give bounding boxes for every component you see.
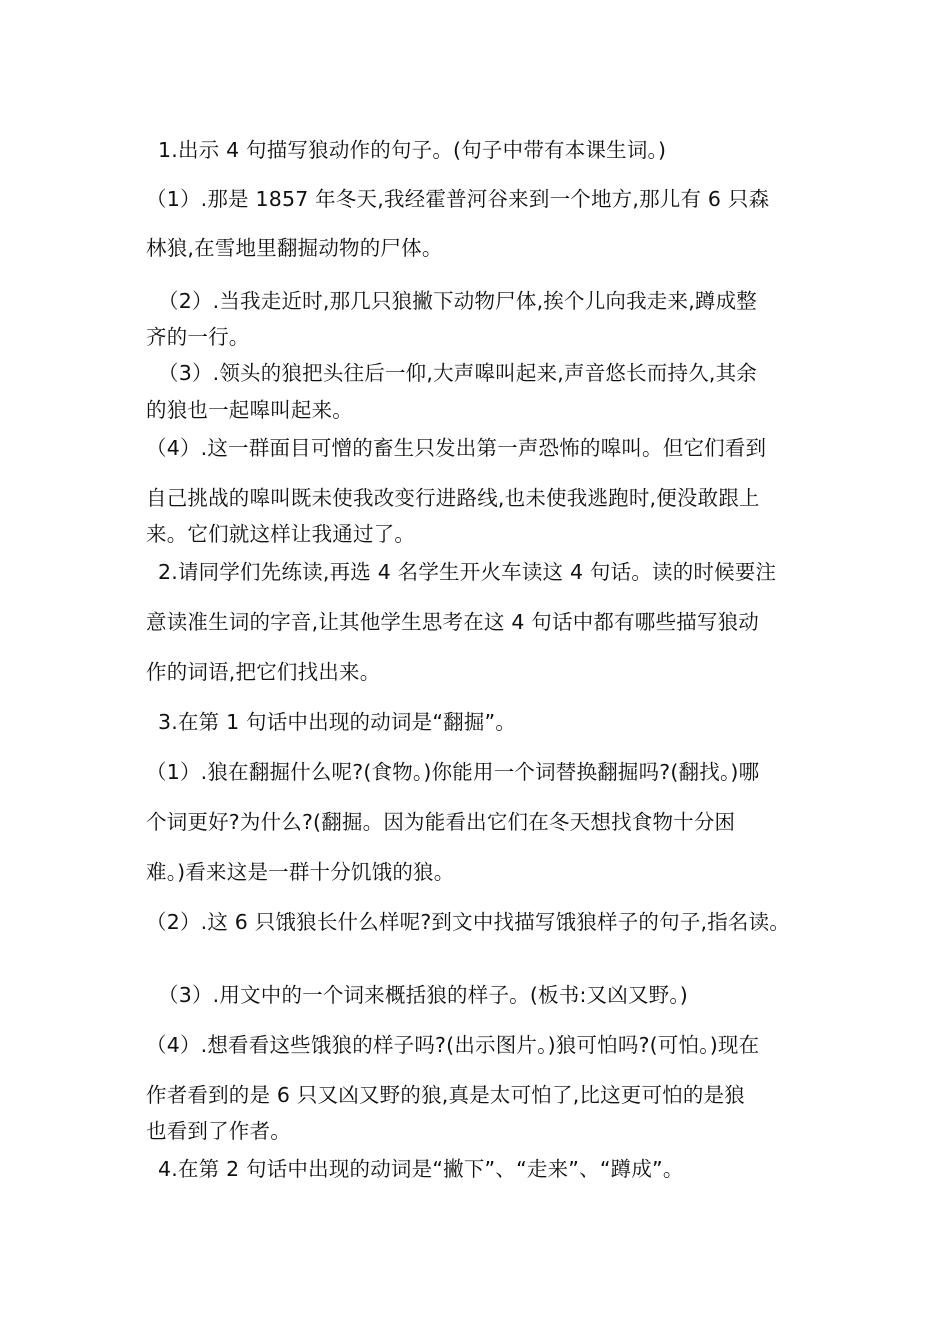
- paragraph-line: 的狼也一起嗥叫起来。: [146, 398, 353, 422]
- paragraph-line: 林狼,在雪地里翻掘动物的尸体。: [146, 236, 443, 260]
- paragraph-line: （2）.当我走近时,那几只狼撇下动物尸体,挨个儿向我走来,蹲成整: [158, 289, 758, 313]
- paragraph-line: 来。它们就这样让我通过了。: [146, 522, 416, 546]
- paragraph-line: （4）.想看看这些饿狼的样子吗?(出示图片。)狼可怕吗?(可怕。)现在: [146, 1033, 760, 1057]
- paragraph-line: （1）.狼在翻掘什么呢?(食物。)你能用一个词替换翻掘吗?(翻找。)哪: [146, 760, 760, 784]
- paragraph-line: （3）.用文中的一个词来概括狼的样子。(板书:又凶又野。): [158, 983, 689, 1007]
- paragraph-line: 作的词语,把它们找出来。: [146, 660, 381, 684]
- paragraph-line: 作者看到的是 6 只又凶又野的狼,真是太可怕了,比这更可怕的是狼: [146, 1083, 746, 1107]
- paragraph-line: 也看到了作者。: [146, 1119, 291, 1143]
- paragraph-line: 个词更好?为什么?(翻掘。因为能看出它们在冬天想找食物十分困: [146, 810, 736, 834]
- paragraph-line: 1.出示 4 句描写狼动作的句子。(句子中带有本课生词。): [158, 138, 667, 162]
- paragraph-line: 齐的一行。: [146, 325, 250, 349]
- paragraph-line: 难。)看来这是一群十分饥饿的狼。: [146, 860, 455, 884]
- paragraph-line: 4.在第 2 句话中出现的动词是“撇下”、“走来”、“蹲成”。: [158, 1157, 684, 1181]
- paragraph-line: 3.在第 1 句话中出现的动词是“翻掘”。: [158, 710, 517, 734]
- paragraph-line: （4）.这一群面目可憎的畜生只发出第一声恐怖的嗥叫。但它们看到: [146, 436, 767, 460]
- paragraph-line: （2）.这 6 只饿狼长什么样呢?到文中找描写饿狼样子的句子,指名读。: [146, 910, 791, 934]
- paragraph-line: 2.请同学们先练读,再选 4 名学生开火车读这 4 句话。读的时候要注: [158, 560, 777, 584]
- paragraph-line: 自己挑战的嗥叫既未使我改变行进路线,也未使我逃跑时,便没敢跟上: [146, 486, 760, 510]
- paragraph-line: （3）.领头的狼把头往后一仰,大声嗥叫起来,声音悠长而持久,其余: [158, 361, 758, 385]
- paragraph-line: （1）.那是 1857 年冬天,我经霍普河谷来到一个地方,那儿有 6 只森: [146, 187, 770, 211]
- paragraph-line: 意读准生词的字音,让其他学生思考在这 4 句话中都有哪些描写狼动: [146, 610, 759, 634]
